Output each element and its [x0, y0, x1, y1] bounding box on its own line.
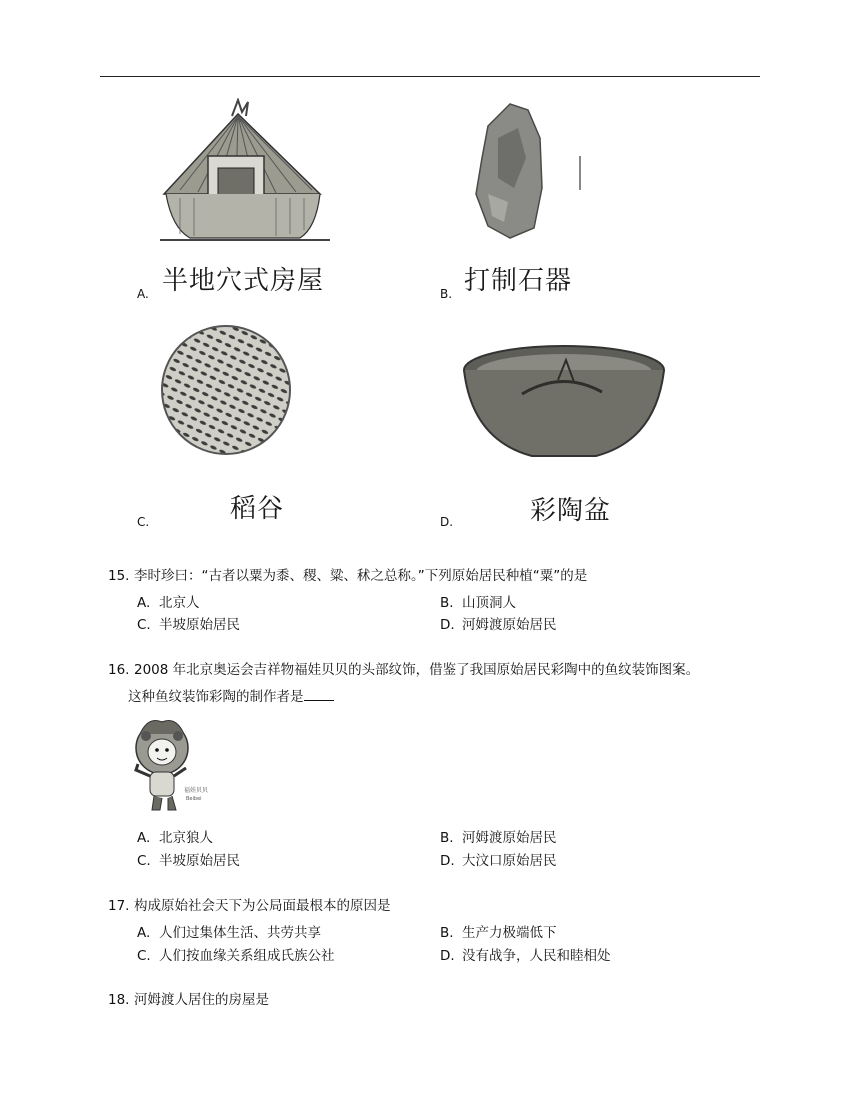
q17-option-d[interactable]: D. 没有战争，人民和睦相处: [440, 948, 611, 964]
option-c-label: C.: [137, 515, 150, 529]
pottery-basin-illustration: [462, 340, 672, 470]
q16-option-b[interactable]: B. 河姆渡原始居民: [440, 830, 557, 846]
question-18-stem: 18. 河姆渡人居住的房屋是: [108, 992, 269, 1008]
option-c-caption: 稻谷: [230, 494, 285, 524]
option-a-caption: 半地穴式房屋: [162, 266, 325, 296]
q17-option-a[interactable]: A. 人们过集体生活、共劳共享: [137, 925, 321, 941]
svg-text:Beibei: Beibei: [186, 796, 202, 802]
q16-option-a[interactable]: A. 北京狼人: [137, 830, 213, 846]
question-16-stem-line2: 这种鱼纹装饰彩陶的制作者是: [128, 688, 334, 706]
question-17-stem: 17. 构成原始社会天下为公局面最根本的原因是: [108, 898, 391, 914]
q15-option-b[interactable]: B. 山顶洞人: [440, 595, 516, 611]
option-b-image[interactable]: [458, 98, 638, 298]
fuwa-beibei-image: [132, 714, 228, 816]
answer-blank[interactable]: [304, 688, 334, 701]
option-b-caption: 打制石器: [464, 266, 573, 296]
hut-illustration: [150, 98, 350, 258]
svg-text:福娃贝贝: 福娃贝贝: [184, 787, 209, 794]
option-d-caption: 彩陶盆: [530, 496, 612, 526]
rice-grains-illustration: [158, 318, 298, 468]
question-15-stem: 15. 李时珍曰：“古者以粟为黍、稷、粱、秫之总称。”下列原始居民种植“粟”的是: [108, 568, 588, 584]
q15-option-a[interactable]: A. 北京人: [137, 595, 200, 611]
fuwa-mascot-illustration: [132, 714, 228, 816]
q17-option-c[interactable]: C. 人们按血缘关系组成氏族公社: [137, 948, 335, 964]
option-a-label: A.: [137, 287, 149, 301]
option-d-label: D.: [440, 515, 454, 529]
stone-tool-illustration: [458, 98, 598, 248]
option-c-image[interactable]: [158, 318, 338, 528]
q15-option-c[interactable]: C. 半坡原始居民: [137, 617, 240, 633]
option-a-image[interactable]: [150, 98, 350, 298]
option-b-label: B.: [440, 287, 453, 301]
option-d-image[interactable]: [462, 340, 672, 530]
question-16-stem: 16. 2008 年北京奥运会吉祥物福娃贝贝的头部纹饰，借鉴了我国原始居民彩陶中的鱼纹装饰图案。: [108, 662, 700, 678]
q16-option-d[interactable]: D. 大汶口原始居民: [440, 853, 557, 869]
q15-option-d[interactable]: D. 河姆渡原始居民: [440, 617, 557, 633]
header-rule: [100, 76, 760, 77]
q17-option-b[interactable]: B. 生产力极端低下: [440, 925, 557, 941]
q16-option-c[interactable]: C. 半坡原始居民: [137, 853, 240, 869]
